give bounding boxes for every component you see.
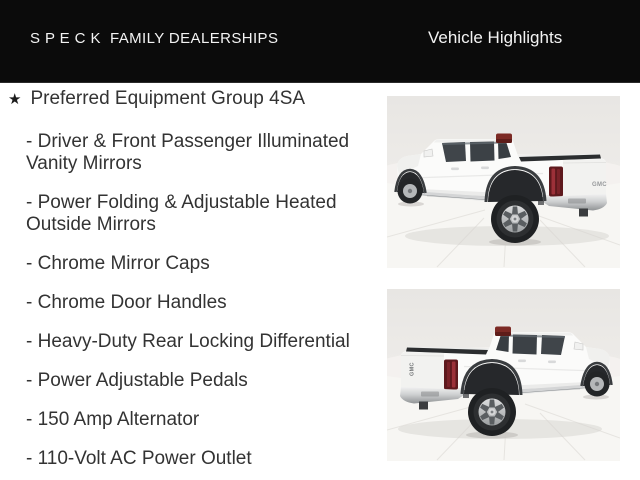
equipment-group-row — [8, 88, 384, 111]
vehicle-photo-rear-passenger-side — [387, 289, 620, 461]
truck-photo-passenger-side-svg — [387, 289, 620, 461]
feature-item: - Power Folding & Adjustable Heated Outside Mirrors — [26, 192, 337, 235]
equipment-group-title: Preferred Equipment Group 4SA — [30, 88, 306, 109]
section-title: Vehicle Highlights — [428, 28, 563, 47]
highlights-list — [8, 88, 384, 480]
feature-item: - Driver & Front Passenger Illuminated Vanity Mirrors — [26, 131, 350, 174]
vehicle-photo-rear-driver-side — [387, 96, 620, 268]
truck-photo-driver-side-svg — [387, 96, 620, 268]
header-bar — [0, 0, 640, 83]
gmc-tailgate-badge: GMC — [592, 182, 607, 188]
feature-item: - Heavy-Duty Rear Locking Differential — [26, 331, 350, 352]
feature-item: - 110-Volt AC Power Outlet — [26, 448, 252, 469]
dealership-name: S P E C K FAMILY DEALERSHIPS — [30, 30, 279, 47]
star-bullet-icon: ★ — [8, 91, 22, 108]
feature-item: - Chrome Mirror Caps — [26, 253, 210, 274]
gmc-tailgate-badge: GMC — [409, 362, 416, 376]
feature-items — [26, 131, 380, 470]
feature-item: - Power Adjustable Pedals — [26, 370, 248, 391]
feature-item: - Chrome Door Handles — [26, 292, 227, 313]
feature-item: - 150 Amp Alternator — [26, 409, 200, 430]
